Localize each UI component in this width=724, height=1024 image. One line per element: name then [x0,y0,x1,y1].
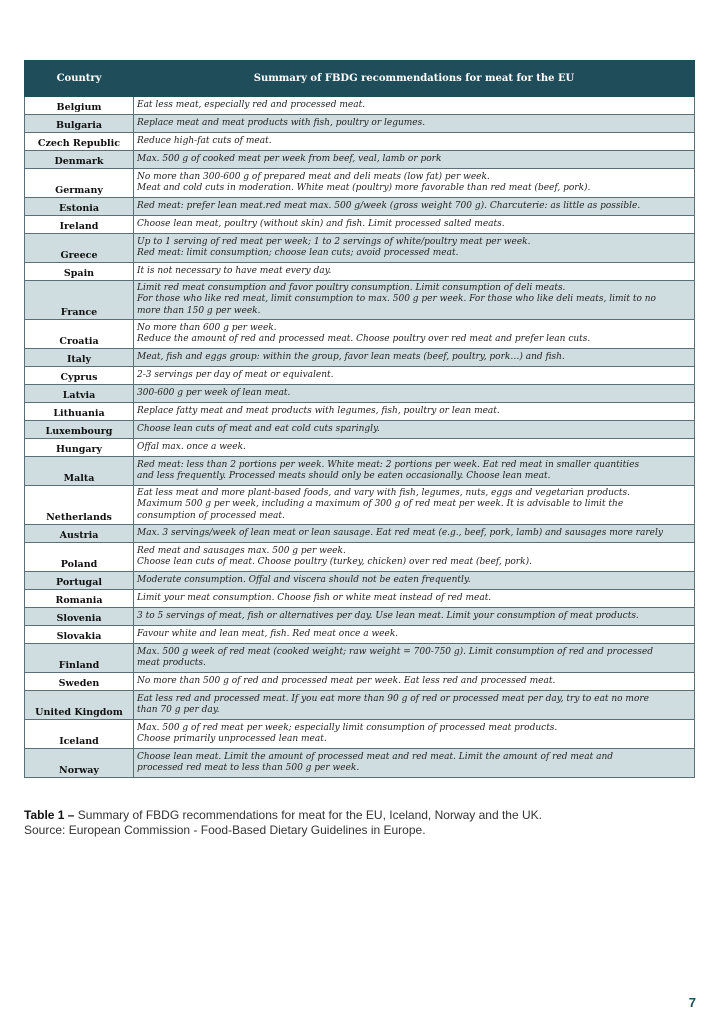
recommendation-line: Max. 3 servings/week of lean meat or lean sausage. Eat red meat (e.g., beef, pork, lamb) and sausages more rarely [137,527,663,538]
table-caption [24,808,694,838]
country-cell: Hungary [25,439,134,457]
table-row [25,198,695,216]
table-header-row [25,61,695,97]
recommendation-cell [134,198,695,216]
recommendation-cell [134,385,695,403]
country-cell: Romania [25,590,134,608]
recommendation-line: Red meat: prefer lean meat.red meat max. 500 g/week (gross weight 700 g). Charcuterie: as little as possible. [137,200,641,211]
table-row [25,320,695,349]
recommendation-line: Red meat and sausages max. 500 g per week. [137,545,346,556]
table-body [25,97,695,778]
recommendation-line: Choose primarily unprocessed lean meat. [137,734,327,744]
country-cell: Lithuania [25,403,134,421]
recommendation-line: Max. 500 g of red meat per week; especially limit consumption of processed meat products. [137,722,558,733]
country-cell: Denmark [25,151,134,169]
recommendation-cell [134,626,695,644]
recommendation-line: more than 150 g per week. [137,305,261,316]
country-cell: Cyprus [25,367,134,385]
recommendation-line: 3 to 5 servings of meat, fish or alternatives per day. Use lean meat. Limit your consumption of meat products. [137,610,639,621]
recommendation-line: Eat less meat and more plant-based foods, and vary with fish, legumes, nuts, eggs and vegetarian products. [137,487,631,498]
caption-text: Summary of FBDG recommendations for meat for the EU, Iceland, Norway and the UK. [74,808,542,822]
recommendation-line: 2-3 servings per day of meat or equivalent. [137,369,334,380]
recommendation-line: Reduce high-fat cuts of meat. [137,135,272,146]
country-cell: Croatia [25,320,134,349]
table-row [25,457,695,486]
recommendation-cell [134,151,695,169]
table-row [25,421,695,439]
recommendation-line: Choose lean meat, poultry (without skin) and fish. Limit processed salted meats. [137,218,505,229]
table-row [25,543,695,572]
caption-source: Source: European Commission - Food-Based Dietary Guidelines in Europe. [24,823,426,837]
recommendation-line: Up to 1 serving of red meat per week; 1 to 2 servings of white/poultry meat per week. [137,236,531,247]
table-row [25,349,695,367]
recommendation-line: Choose lean cuts of meat. Choose poultry (turkey, chicken) over red meat (beef, pork). [137,557,532,567]
recommendation-cell [134,97,695,115]
table-row [25,403,695,421]
country-cell: Germany [25,169,134,198]
recommendation-cell [134,749,695,778]
recommendation-cell [134,133,695,151]
recommendation-cell [134,590,695,608]
recommendation-line: Max. 500 g week of red meat (cooked weight; raw weight = 700-750 g). Limit consumption of red and processed [137,646,653,657]
country-cell: Ireland [25,216,134,234]
country-cell: Sweden [25,673,134,691]
recommendation-cell [134,349,695,367]
recommendation-line: Choose lean meat. Limit the amount of processed meat and red meat. Limit the amount of red meat and [137,751,614,762]
table-row [25,263,695,281]
summary-column-header: Summary of FBDG recommendations for meat for the EU [134,61,695,97]
recommendation-cell [134,115,695,133]
country-cell: United Kingdom [25,691,134,720]
recommendation-cell [134,421,695,439]
recommendation-line: Meat and cold cuts in moderation. White meat (poultry) more favorable than red meat (beef, pork). [137,183,591,193]
country-cell: Slovakia [25,626,134,644]
recommendation-cell [134,720,695,749]
country-cell: France [25,281,134,320]
table-row [25,525,695,543]
table-row [25,133,695,151]
recommendation-cell [134,673,695,691]
recommendation-cell [134,216,695,234]
country-cell: Portugal [25,572,134,590]
table-row [25,608,695,626]
recommendation-line: For those who like red meat, limit consumption to max. 500 g per week. For those who like deli meats, limit to no [137,294,656,305]
country-cell: Estonia [25,198,134,216]
table-row [25,673,695,691]
recommendation-line: Meat, fish and eggs group: within the group, favor lean meats (beef, poultry, pork…) and fish. [137,351,565,362]
recommendation-line: Limit your meat consumption. Choose fish or white meat instead of red meat. [137,592,492,603]
country-cell: Spain [25,263,134,281]
recommendation-line: Eat less red and processed meat. If you eat more than 90 g of red or processed meat per day, try to eat no more [137,693,649,704]
table-row [25,385,695,403]
recommendation-line: than 70 g per day. [137,705,220,715]
table-row [25,720,695,749]
table-row [25,367,695,385]
recommendation-line: Replace fatty meat and meat products with legumes, fish, poultry or lean meat. [137,405,500,416]
table-row [25,169,695,198]
recommendation-cell [134,263,695,281]
country-cell: Austria [25,525,134,543]
recommendation-line: meat products. [137,658,206,668]
country-cell: Malta [25,457,134,486]
table-row [25,626,695,644]
recommendation-cell [134,169,695,198]
meat-recommendations-table [24,60,695,778]
table-row [25,691,695,720]
recommendation-line: Favour white and lean meat, fish. Red meat once a week. [137,628,399,639]
caption-label: Table 1 – [24,808,75,822]
table-row [25,97,695,115]
recommendation-cell [134,543,695,572]
table-row [25,439,695,457]
country-cell: Netherlands [25,486,134,525]
recommendation-line: Choose lean cuts of meat and eat cold cuts sparingly. [137,423,380,434]
recommendation-cell [134,320,695,349]
recommendation-cell [134,691,695,720]
recommendation-line: Eat less meat, especially red and processed meat. [137,99,366,110]
recommendation-cell [134,525,695,543]
country-cell: Iceland [25,720,134,749]
table-row [25,572,695,590]
table-row [25,590,695,608]
recommendation-line: processed red meat to less than 500 g per week. [137,763,360,773]
country-cell: Greece [25,234,134,263]
recommendation-cell [134,403,695,421]
country-cell: Italy [25,349,134,367]
recommendation-line: It is not necessary to have meat every day. [137,265,332,276]
recommendation-line: No more than 500 g of red and processed meat per week. Eat less red and processed meat. [137,675,556,686]
recommendation-cell [134,439,695,457]
table-row [25,486,695,525]
recommendation-line: Maximum 500 g per week, including a maximum of 300 g of red meat per week. It is advisable to limit the [137,499,624,510]
recommendation-line: 300-600 g per week of lean meat. [137,387,291,398]
recommendation-cell [134,367,695,385]
recommendation-cell [134,644,695,673]
recommendation-line: Offal max. once a week. [137,441,246,452]
recommendation-cell [134,281,695,320]
country-cell: Slovenia [25,608,134,626]
recommendation-line: Red meat: limit consumption; choose lean cuts; avoid processed meat. [137,248,459,258]
recommendation-cell [134,457,695,486]
table-row [25,216,695,234]
recommendation-line: Max. 500 g of cooked meat per week from beef, veal, lamb or pork [137,153,442,164]
table-row [25,281,695,320]
recommendation-cell [134,572,695,590]
country-cell: Norway [25,749,134,778]
recommendation-cell [134,486,695,525]
country-cell: Belgium [25,97,134,115]
recommendation-line: Limit red meat consumption and favor poultry consumption. Limit consumption of deli meats. [137,282,566,293]
recommendation-line: Replace meat and meat products with fish, poultry or legumes. [137,117,426,128]
recommendation-line: Red meat: less than 2 portions per week. White meat: 2 portions per week. Eat red meat in smaller quantities [137,459,640,470]
country-cell: Poland [25,543,134,572]
country-cell: Finland [25,644,134,673]
recommendation-line: consumption of processed meat. [137,510,285,521]
recommendation-cell [134,608,695,626]
country-column-header: Country [25,61,134,97]
country-cell: Czech Republic [25,133,134,151]
country-cell: Latvia [25,385,134,403]
table-row [25,151,695,169]
recommendation-line: and less frequently. Processed meats should only be eaten occasionally. Choose lean meat. [137,471,551,481]
country-cell: Luxembourg [25,421,134,439]
recommendation-line: Reduce the amount of red and processed meat. Choose poultry over red meat and prefer lean cuts. [137,334,591,344]
table-row [25,234,695,263]
recommendation-line: Moderate consumption. Offal and viscera should not be eaten frequently. [137,574,471,585]
table-row [25,644,695,673]
table-row [25,749,695,778]
country-cell: Bulgaria [25,115,134,133]
recommendation-line: No more than 300-600 g of prepared meat and deli meats (low fat) per week. [137,171,490,182]
table-row [25,115,695,133]
recommendation-cell [134,234,695,263]
page-number: 7 [688,995,696,1010]
recommendation-line: No more than 600 g per week. [137,322,277,333]
